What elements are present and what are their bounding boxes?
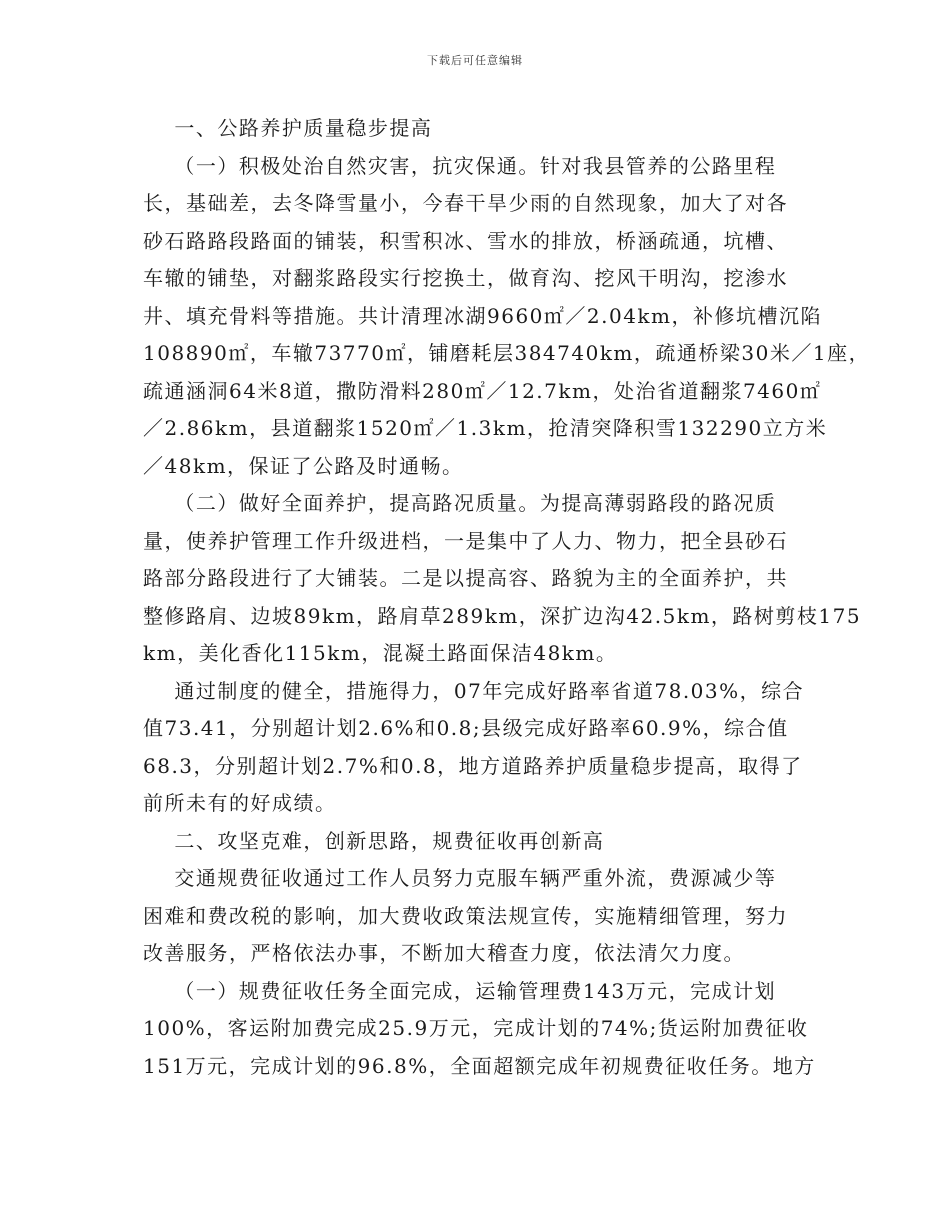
section-heading: 一、公路养护质量稳步提高 xyxy=(143,116,433,140)
paragraph-line: 井、填充骨料等措施。共计清理冰湖9660㎡／2.04km，补修坑槽沉陷 xyxy=(143,303,823,328)
paragraph-line: 疏通涵洞64米8道，撒防滑料280㎡／12.7km，处治省道翻浆7460㎡ xyxy=(143,378,822,403)
paragraph-line: （二）做好全面养护，提高路况质量。为提高薄弱路段的路况质 xyxy=(143,491,777,515)
paragraph-line: 路部分路段进行了大铺装。二是以提高容、路貌为主的全面养护，共 xyxy=(143,566,788,590)
page-header: 下载后可任意编辑 xyxy=(427,54,523,67)
paragraph-line: 长，基础差，去冬降雪量小，今春干旱少雨的自然现象，加大了对各 xyxy=(143,191,788,215)
paragraph-line: 通过制度的健全，措施得力，07年完成好路率省道78.03%，综合 xyxy=(143,678,805,703)
paragraph-line: km，美化香化115km，混凝土路面保洁48km。 xyxy=(143,641,618,665)
section-heading: 二、攻坚克难，创新思路，规费征收再创新高 xyxy=(143,828,605,853)
paragraph-line: 100%，客运附加费完成25.9万元，完成计划的74%;货运附加费征收 xyxy=(143,1016,809,1040)
document-body xyxy=(143,110,871,1085)
paragraph-line: ／2.86km，县道翻浆1520㎡／1.3km，抢清突降积雪132290立方米 xyxy=(143,416,828,440)
paragraph-line: ／48km，保证了公路及时通畅。 xyxy=(143,453,464,478)
paragraph-line: 值73.41，分别超计划2.6%和0.8;县级完成好路率60.9%，综合值 xyxy=(143,716,789,740)
paragraph-line: 改善服务，严格依法办事，不断加大稽查力度，依法清欠力度。 xyxy=(143,941,745,965)
paragraph-line: 车辙的铺垫，对翻浆路段实行挖换土，做育沟、挖风干明沟，挖渗水 xyxy=(143,266,788,290)
paragraph-line: （一）积极处治自然灾害，抗灾保通。针对我县管养的公路里程 xyxy=(143,153,777,178)
paragraph-line: 151万元，完成计划的96.8%，全面超额完成年初规费征收任务。地方 xyxy=(143,1053,816,1078)
paragraph-line: 整修路肩、边坡89km，路肩草289km，深扩边沟42.5km，路树剪枝175 xyxy=(143,603,862,628)
paragraph-line: 困难和费改税的影响，加大费收政策法规宣传，实施精细管理，努力 xyxy=(143,903,788,928)
paragraph-line: 108890㎡，车辙73770㎡，铺磨耗层384740km，疏通桥梁30米／1座， xyxy=(143,341,871,365)
paragraph-line: 量，使养护管理工作升级进档，一是集中了人力、物力，把全县砂石 xyxy=(143,528,788,553)
paragraph-line: 砂石路路段路面的铺装，积雪积冰、雪水的排放，桥涵疏通，坑槽、 xyxy=(143,228,788,253)
paragraph-line: 68.3，分别超计划2.7%和0.8，地方道路养护质量稳步提高，取得了 xyxy=(143,753,803,778)
paragraph-line: （一）规费征收任务全面完成，运输管理费143万元，完成计划 xyxy=(143,978,777,1003)
paragraph-line: 前所未有的好成绩。 xyxy=(143,791,337,815)
paragraph-line: 交通规费征收通过工作人员努力克服车辆严重外流，费源减少等 xyxy=(143,866,777,890)
